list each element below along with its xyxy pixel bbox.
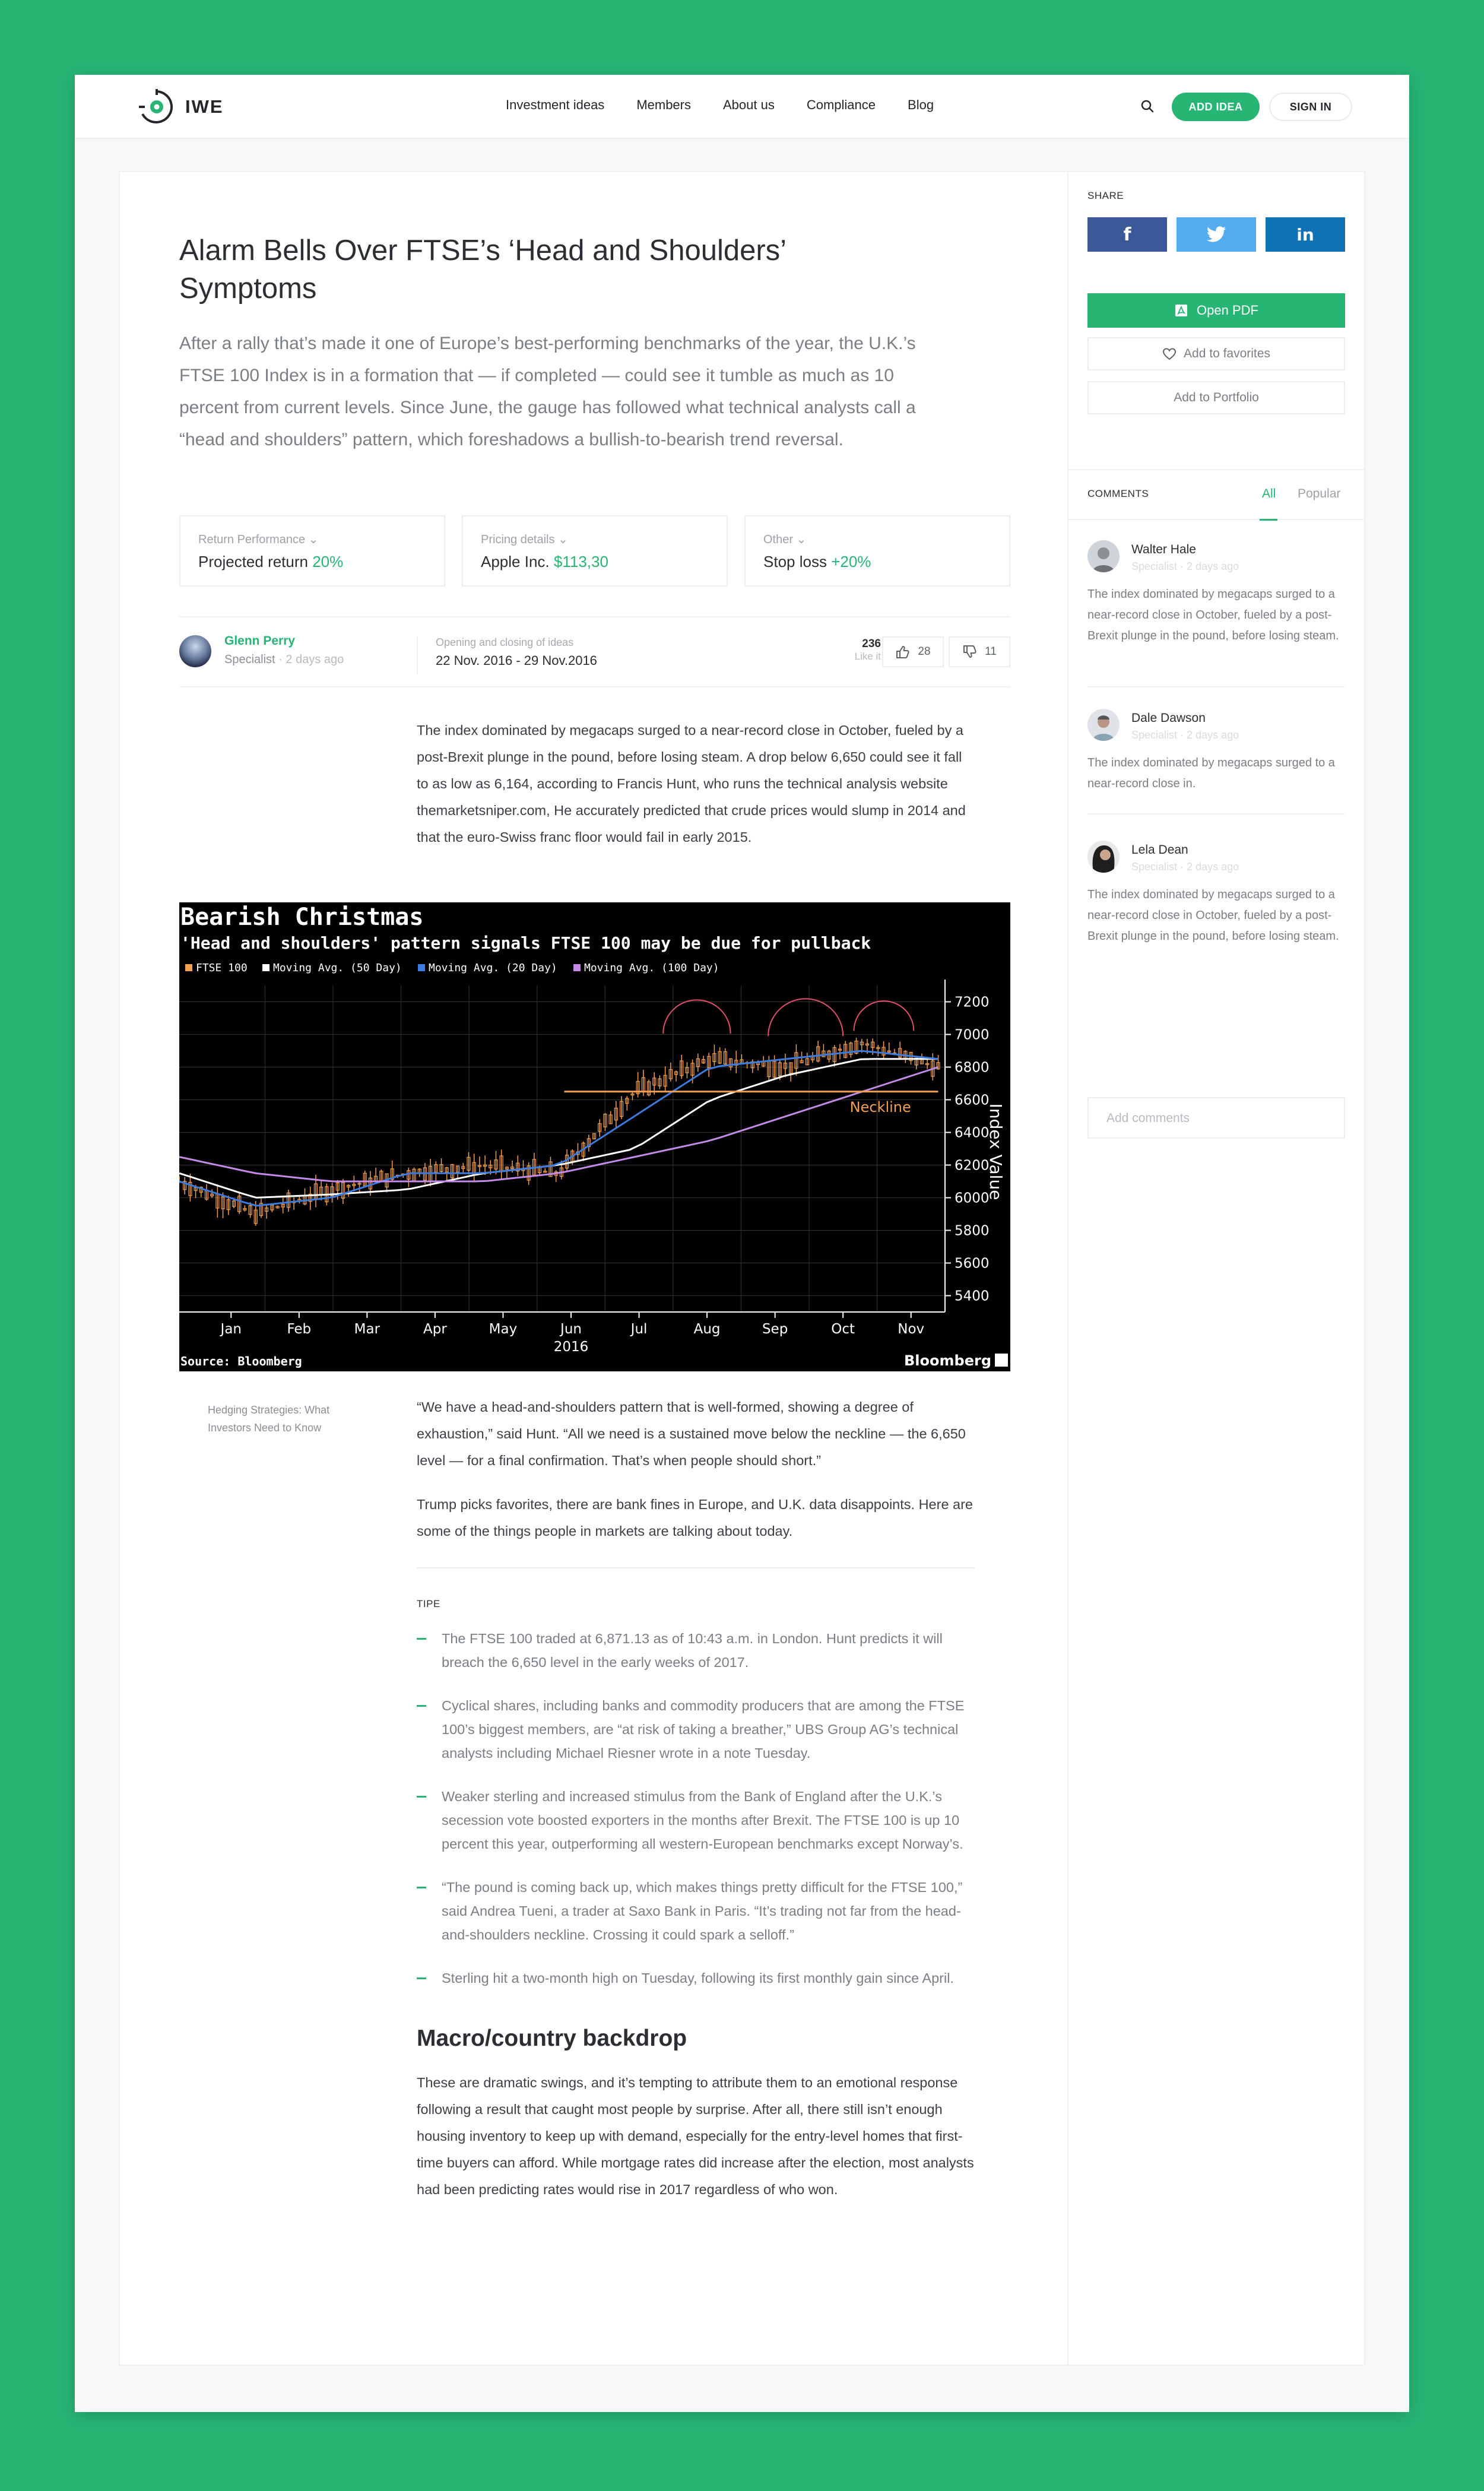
section-title: Macro/country backdrop xyxy=(417,2026,687,2051)
x-tick-label: Jul xyxy=(630,1321,648,1337)
share-label: SHARE xyxy=(1087,190,1124,201)
tab-popular[interactable]: Popular xyxy=(1298,487,1341,500)
chart-grid xyxy=(179,985,945,1312)
stat-return-performance[interactable] xyxy=(179,515,445,587)
legend-label: Moving Avg. (50 Day) xyxy=(273,962,402,974)
add-to-portfolio-button[interactable]: Add to Portfolio xyxy=(1087,381,1345,414)
chevron-down-icon: ⌄ xyxy=(558,533,568,546)
pattern-arc xyxy=(768,999,843,1036)
legend-swatch xyxy=(185,964,192,971)
comment-divider xyxy=(1087,813,1345,815)
body-paragraph-3: These are dramatic swings, and it’s tempting to attribute them to an emotional response following a result that caught most people by surprise. After all, there still isn’t enough housing inventory to keep up with demand, especially for the entry-level homes that first-time buyers can afford. While mortgage rates did increase after the election, most analysts had been predicting rates would rise in 2017 regardless of who won. xyxy=(417,2075,974,2197)
comment-author[interactable]: Walter Hale xyxy=(1131,543,1196,556)
stat-other[interactable] xyxy=(744,515,1010,587)
chart-title: Bearish Christmas xyxy=(180,904,424,931)
bloomberg-logo-icon xyxy=(995,1354,1008,1367)
legend-swatch xyxy=(262,964,269,971)
article-card xyxy=(119,171,1068,2366)
legend-label: FTSE 100 xyxy=(196,962,248,974)
chart-lines xyxy=(179,999,938,1206)
nav-compliance[interactable]: Compliance xyxy=(806,97,876,112)
nav-investment-ideas[interactable]: Investment ideas xyxy=(506,97,605,112)
x-tick-label: Nov xyxy=(898,1321,925,1337)
downvote-button[interactable]: 11 xyxy=(949,636,1010,667)
logo-icon xyxy=(138,88,176,126)
logo[interactable] xyxy=(138,88,224,126)
heart-icon xyxy=(1162,347,1177,360)
chart-legend xyxy=(185,962,719,974)
stat-value: Projected return 20% xyxy=(198,553,344,571)
search-button[interactable] xyxy=(1139,97,1156,115)
stat-highlight: $113,30 xyxy=(553,553,608,571)
comment-meta: Specialist · 2 days ago xyxy=(1131,729,1239,741)
linkedin-share-button[interactable] xyxy=(1266,217,1345,252)
legend-label: Moving Avg. (20 Day) xyxy=(429,962,557,974)
stat-pricing-details[interactable] xyxy=(462,515,728,587)
thumbs-down-icon xyxy=(962,644,978,660)
author-role: Specialist · 2 days ago xyxy=(224,653,344,666)
x-tick-label: Feb xyxy=(287,1321,312,1337)
tipe-label: TIPE xyxy=(417,1598,440,1609)
body-paragraph-1: The index dominated by megacaps surged to a near-record close in October, fueled by a post-Brexit plunge in the pound, before losing steam. A drop below 6,650 could see it fall to as low as 6,164, according to Francis Hunt, who runs the technical analysis website themarketsniper.com, He accurately predicted that crude prices would slump in 2014 and that the euro-Swiss franc floor would fail in early 2015. xyxy=(417,722,966,845)
chart-svg xyxy=(179,902,1010,1371)
y-tick-label: 7200 xyxy=(955,994,990,1010)
stat-value: Stop loss +20% xyxy=(763,553,871,571)
sidebar xyxy=(1068,171,1365,2366)
list-item: The FTSE 100 traded at 6,871.13 as of 10:43 a.m. in London. Hunt predicts it will breach the 6,650 level in the early weeks of 2017. xyxy=(417,1627,975,1674)
chevron-down-icon: ⌄ xyxy=(308,533,319,546)
pdf-icon xyxy=(1174,303,1188,318)
period-label: Opening and closing of ideas xyxy=(436,636,574,648)
x-tick-label: May xyxy=(489,1321,518,1337)
avatar[interactable] xyxy=(1087,709,1120,741)
y-tick-label: 5800 xyxy=(955,1223,990,1239)
stat-label: Return Performance ⌄ xyxy=(198,533,319,546)
tab-all[interactable]: All xyxy=(1262,487,1276,500)
x-tick-label: Sep xyxy=(762,1321,788,1337)
chart-axes xyxy=(179,980,1006,1355)
stats-row xyxy=(179,515,1010,587)
top-bar xyxy=(75,75,1409,139)
y-tick-label: 6600 xyxy=(955,1092,990,1108)
avatar-photo xyxy=(1087,540,1120,572)
legend-label: Moving Avg. (100 Day) xyxy=(584,962,719,974)
add-idea-button[interactable]: ADD IDEA xyxy=(1172,93,1260,121)
comment-divider xyxy=(1087,686,1345,687)
x-tick-label: Jun xyxy=(560,1321,582,1337)
add-to-favorites-button[interactable]: Add to favorites xyxy=(1087,337,1345,370)
y-tick-label: 6400 xyxy=(955,1125,990,1141)
stat-highlight: +20% xyxy=(831,553,871,571)
chart-source: Source: Bloomberg xyxy=(180,1354,302,1368)
x-tick-label: Oct xyxy=(831,1321,855,1337)
comment-meta: Specialist · 2 days ago xyxy=(1131,861,1239,873)
x-tick-label: Aug xyxy=(693,1321,721,1337)
comment-text: The index dominated by megacaps surged to a near-record close in October, fueled by a post-Brexit plunge in the pound, before losing steam. xyxy=(1087,588,1339,642)
add-comment-input[interactable]: Add comments xyxy=(1087,1097,1345,1139)
y-tick-label: 6000 xyxy=(955,1190,990,1206)
section-divider xyxy=(417,1567,975,1568)
article-meta xyxy=(179,616,1010,687)
meta-divider xyxy=(417,636,418,674)
linkedin-icon: in xyxy=(1296,224,1314,245)
period-value: 22 Nov. 2016 - 29 Nov.2016 xyxy=(436,653,597,668)
related-link[interactable]: Hedging Strategies: What Investors Need to Know xyxy=(208,1404,330,1434)
y-tick-label: 7000 xyxy=(955,1027,990,1043)
twitter-share-button[interactable] xyxy=(1177,217,1256,252)
legend-swatch xyxy=(418,964,425,971)
logo-text: IWE xyxy=(185,96,224,117)
likes-count: 236 xyxy=(862,638,881,650)
bullet-dash xyxy=(417,1796,426,1798)
chart-brand: Bloomberg xyxy=(904,1352,991,1369)
comments-label: COMMENTS xyxy=(1087,488,1149,499)
y-tick-label: 6800 xyxy=(955,1060,990,1076)
facebook-icon: f xyxy=(1123,224,1131,245)
facebook-share-button[interactable] xyxy=(1087,217,1167,252)
list-item: Weaker sterling and increased stimulus from the Bank of England after the U.K.’s secession vote boosted exporters in the months after Brexit. The FTSE 100 is up 10 percent this year, outperforming all western-European benchmarks except Norway’s. xyxy=(417,1785,975,1856)
stat-label: Other ⌄ xyxy=(763,533,807,546)
y-tick-label: 5600 xyxy=(955,1256,990,1272)
article-title: Alarm Bells Over FTSE’s ‘Head and Shoulders’ Symptoms xyxy=(179,234,786,305)
active-tab-indicator xyxy=(1260,519,1277,521)
sign-in-button[interactable]: SIGN IN xyxy=(1269,93,1352,121)
nav-blog[interactable]: Blog xyxy=(908,97,934,112)
search-icon xyxy=(1139,97,1156,115)
nav-about-us[interactable]: About us xyxy=(723,97,775,112)
avatar[interactable] xyxy=(1087,540,1120,572)
comment-meta: Specialist · 2 days ago xyxy=(1131,560,1239,572)
article-lead: After a rally that’s made it one of Europe’s best-performing benchmarks of the year, the U.K.’s FTSE 100 Index is in a formation that — if completed — could see it tumble as much as 10 percent from current levels. Since June, the gauge has followed what technical analysts call a “head and shoulders” pattern, which foreshadows a bullish-to-bearish trend reversal. xyxy=(179,334,916,449)
neckline-label: Neckline xyxy=(849,1098,911,1115)
chevron-down-icon: ⌄ xyxy=(796,533,807,546)
upvote-button[interactable]: 28 xyxy=(882,636,944,667)
bullet-dash xyxy=(417,1705,426,1707)
ftse-chart xyxy=(179,902,1010,1371)
x-tick-label: Mar xyxy=(354,1321,380,1337)
likes-label: Like it xyxy=(854,651,881,662)
avatar-photo xyxy=(1087,709,1120,741)
x-tick-label: Jan xyxy=(220,1321,242,1337)
list-item: Sterling hit a two-month high on Tuesday, following its first monthly gain since April. xyxy=(417,1966,975,1990)
nav-members[interactable]: Members xyxy=(636,97,691,112)
avatar-photo xyxy=(1087,841,1120,873)
stat-highlight: 20% xyxy=(312,553,344,571)
stat-value: Apple Inc. $113,30 xyxy=(481,553,608,571)
likes-counter xyxy=(833,638,881,663)
list-item: “The pound is coming back up, which makes things pretty difficult for the FTSE 100,” said Andrea Tueni, a trader at Saxo Bank in Paris. “It’s trading not far from the head-and-shoulders neckline. Crossing it could spark a selloff.” xyxy=(417,1875,975,1947)
y-tick-label: 6200 xyxy=(955,1158,990,1174)
bullet-dash xyxy=(417,1887,426,1888)
main-nav xyxy=(506,97,966,113)
x-axis-title: 2016 xyxy=(553,1339,589,1355)
thumbs-up-icon xyxy=(895,644,911,660)
body-paragraph-2: Trump picks favorites, there are bank fines in Europe, and U.K. data disappoints. Here are some of the things people in markets are talking about today. xyxy=(417,1497,974,1539)
pattern-arc xyxy=(854,1001,914,1031)
comment-text: The index dominated by megacaps surged to a near-record close in. xyxy=(1087,756,1335,790)
x-tick-label: Apr xyxy=(423,1321,447,1337)
comment-author[interactable]: Lela Dean xyxy=(1131,843,1188,857)
body-quote: “We have a head-and-shoulders pattern that is well-formed, showing a degree of exhaustion,” said Hunt. “All we need is a sustained move below the neckline — the 6,650 level — for a final confirmation. That’s when people should short.” xyxy=(417,1399,966,1468)
author-name[interactable]: Glenn Perry xyxy=(224,634,296,648)
series-line xyxy=(179,1051,938,1206)
list-item: Cyclical shares, including banks and commodity producers that are among the FTSE 100’s biggest members, are “at risk of taking a breather,” UBS Group AG’s technical analysts including Michael Riesner wrote in a note Tuesday. xyxy=(417,1694,975,1765)
comment-text: The index dominated by megacaps surged to a near-record close in October, fueled by a post-Brexit plunge in the pound, before losing steam. xyxy=(1087,888,1339,943)
comment-author[interactable]: Dale Dawson xyxy=(1131,711,1206,725)
bullet-dash xyxy=(417,1977,426,1979)
author-avatar[interactable] xyxy=(179,635,211,667)
bullet-dash xyxy=(417,1638,426,1640)
stat-label: Pricing details ⌄ xyxy=(481,533,568,546)
twitter-icon xyxy=(1206,226,1226,243)
avatar[interactable] xyxy=(1087,841,1120,873)
chart-subtitle: 'Head and shoulders' pattern signals FTSE 100 may be due for pullback xyxy=(180,933,871,953)
legend-swatch xyxy=(573,964,581,971)
y-tick-label: 5400 xyxy=(955,1288,990,1304)
open-pdf-button[interactable]: Open PDF xyxy=(1087,293,1345,328)
y-axis-title: Index Value xyxy=(986,1103,1006,1200)
comments-header xyxy=(1068,469,1364,520)
page-frame xyxy=(75,75,1409,2412)
tipe-list xyxy=(417,1627,975,2010)
